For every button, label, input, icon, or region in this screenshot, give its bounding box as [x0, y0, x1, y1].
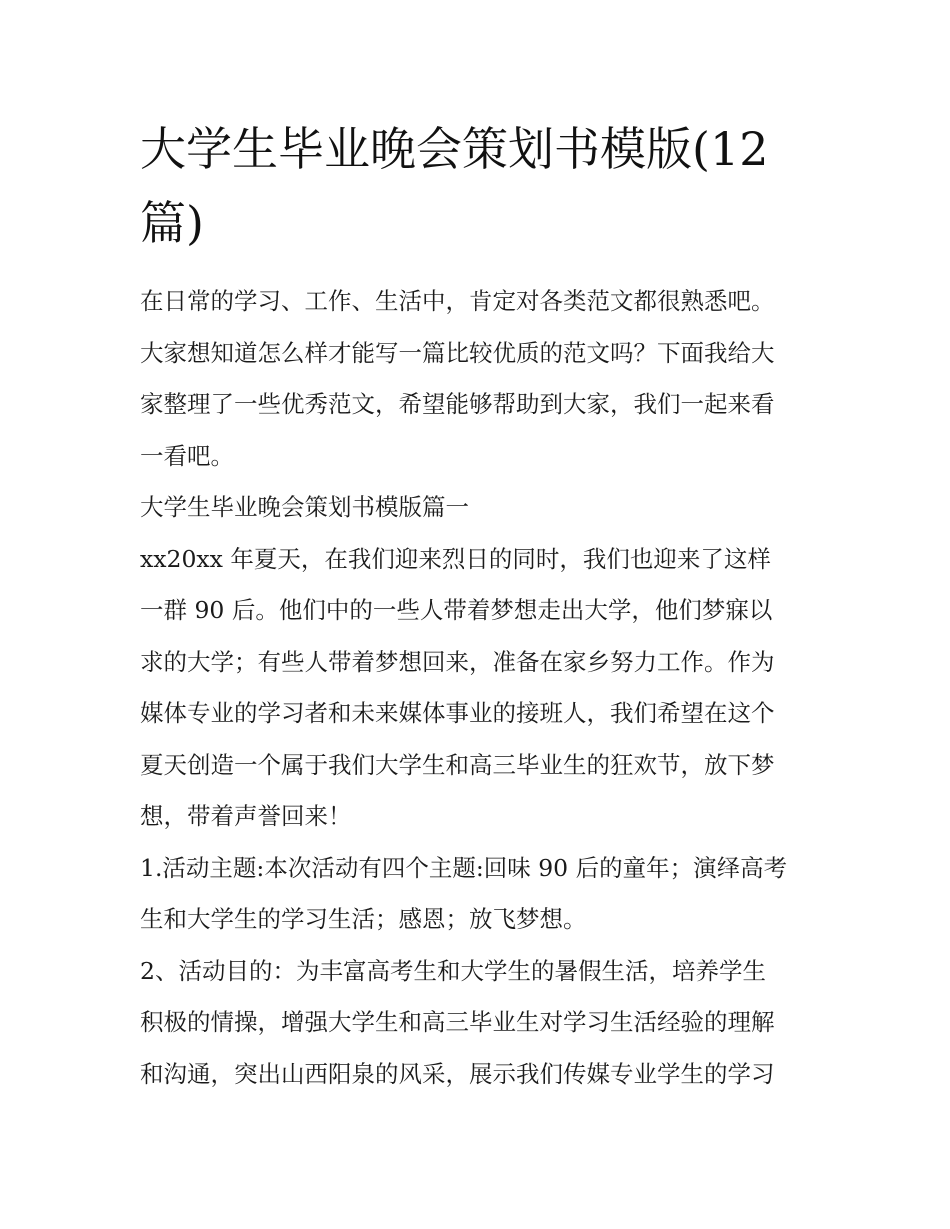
title-line-2: 篇)	[140, 196, 204, 250]
text-line: 大学生毕业晚会策划书模版篇一	[140, 493, 469, 521]
text-line: 大家想知道怎么样才能写一篇比较优质的范文吗？下面我给大	[140, 338, 775, 367]
body-paragraph	[140, 534, 820, 843]
text-line: 夏天创造一个属于我们大学生和高三毕业生的狂欢节，放下梦	[140, 750, 775, 779]
text-line: 和沟通，突出山西阳泉的风采，展示我们传媒专业学生的学习	[140, 1059, 775, 1088]
title-line-1: 大学生毕业晚会策划书模版(12	[140, 122, 769, 176]
list-item-purpose	[140, 946, 820, 1101]
text-line: 家整理了一些优秀范文，希望能够帮助到大家，我们一起来看	[140, 390, 775, 418]
text-line: 积极的情操，增强大学生和高三毕业生对学习生活经验的理解	[140, 1008, 775, 1036]
section-heading	[140, 482, 820, 534]
text-line: xx20xx 年夏天，在我们迎来烈日的同时，我们也迎来了这样	[140, 544, 771, 573]
list-item-theme	[140, 843, 820, 946]
text-line: 求的大学；有些人带着梦想回来，准备在家乡努力工作。作为	[140, 647, 775, 676]
intro-paragraph	[140, 276, 820, 482]
document-body	[140, 276, 820, 1100]
text-line: 1.活动主题:本次活动有四个主题:回味 90 后的童年；演绎高考	[140, 853, 788, 882]
text-line: 想，带着声誉回来！	[140, 802, 352, 830]
text-line: 生和大学生的学习生活；感恩；放飞梦想。	[140, 905, 587, 933]
text-line: 2、活动目的：为丰富高考生和大学生的暑假生活，培养学生	[140, 956, 766, 985]
text-line: 在日常的学习、工作、生活中，肯定对各类范文都很熟悉吧。	[140, 287, 775, 315]
document-title	[140, 112, 820, 260]
text-line: 媒体专业的学习者和未来媒体事业的接班人，我们希望在这个	[140, 699, 775, 727]
text-line: 一群 90 后。他们中的一些人带着梦想走出大学，他们梦寐以	[140, 596, 773, 624]
text-line: 一看吧。	[140, 441, 234, 470]
